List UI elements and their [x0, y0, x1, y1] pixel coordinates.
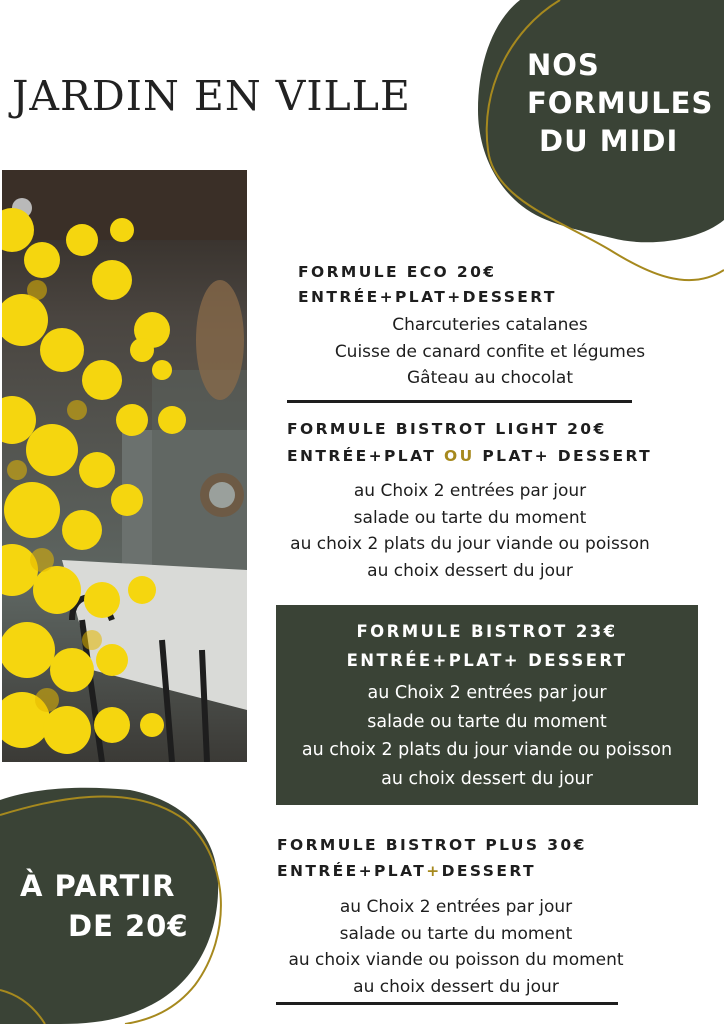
list-item: Cuisse de canard confite et légumes — [334, 341, 646, 362]
formule-bistrot-light-items — [260, 478, 680, 584]
badge-top-line-1: NOS — [527, 48, 600, 82]
badge-bottom-line-1: À PARTIR — [20, 869, 176, 903]
formule-bistrot-composition: ENTRÉE+PLAT+ DESSERT — [346, 651, 628, 670]
badge-a-partir — [0, 866, 220, 946]
formule-bistrot-plus-composition — [277, 858, 587, 884]
list-item: Charcuteries catalanes — [392, 315, 588, 335]
badge-bottom-line-2: DE 20€ — [68, 909, 189, 943]
composition-part: DESSERT — [441, 862, 536, 880]
list-item: au choix dessert du jour — [367, 560, 573, 581]
formule-bistrot-plus-title: FORMULE BISTROT PLUS 30€ — [277, 836, 587, 854]
formule-bistrot-light-composition — [287, 443, 652, 470]
formule-bistrot-items — [276, 679, 698, 793]
formule-eco-heading — [298, 260, 557, 310]
formule-eco-title: FORMULE ECO 20€ — [298, 263, 497, 281]
formule-bistrot-plus-heading — [277, 832, 587, 884]
composition-or: OU — [444, 447, 475, 465]
list-item: au choix dessert du jour — [381, 768, 593, 789]
formule-eco-items — [270, 312, 710, 392]
list-item: au choix dessert du jour — [353, 976, 559, 997]
list-item: au Choix 2 entrées par jour — [353, 481, 587, 501]
list-item: au Choix 2 entrées par jour — [367, 683, 607, 703]
composition-part: PLAT+ DESSERT — [474, 447, 653, 465]
composition-plus: + — [426, 862, 442, 880]
formule-eco-composition: ENTRÉE+PLAT+DESSERT — [298, 288, 557, 306]
formule-bistrot-title: FORMULE BISTROT 23€ — [356, 622, 618, 641]
badge-top-line-3: DU MIDI — [539, 124, 679, 158]
composition-part: ENTRÉE+PLAT — [277, 862, 427, 880]
mimosa-photo-icon — [2, 170, 247, 762]
formule-bistrot-light-title: FORMULE BISTROT LIGHT 20€ — [287, 420, 607, 438]
formule-bistrot-heading — [276, 617, 698, 675]
list-item: Gâteau au chocolat — [407, 368, 573, 388]
badge-top-line-2: FORMULES — [527, 86, 714, 120]
divider — [276, 1002, 618, 1005]
restaurant-title: JARDIN EN VILLE — [12, 72, 411, 120]
list-item: au Choix 2 entrées par jour — [339, 897, 573, 917]
list-item: au choix viande ou poisson du moment — [288, 950, 624, 970]
list-item: au choix 2 plats du jour viande ou poisson — [290, 534, 650, 554]
list-item: salade ou tarte du moment — [367, 711, 607, 732]
formule-bistrot-light-heading — [287, 416, 652, 470]
list-item: salade ou tarte du moment — [339, 923, 573, 944]
divider — [287, 400, 632, 403]
composition-part: ENTRÉE+PLAT — [287, 447, 445, 465]
mimosa-photo — [2, 170, 247, 762]
list-item: au choix 2 plats du jour viande ou poisson — [301, 740, 673, 760]
formule-bistrot-plus-items — [260, 894, 652, 1000]
badge-nos-formules — [505, 46, 724, 160]
list-item: salade ou tarte du moment — [353, 507, 587, 528]
